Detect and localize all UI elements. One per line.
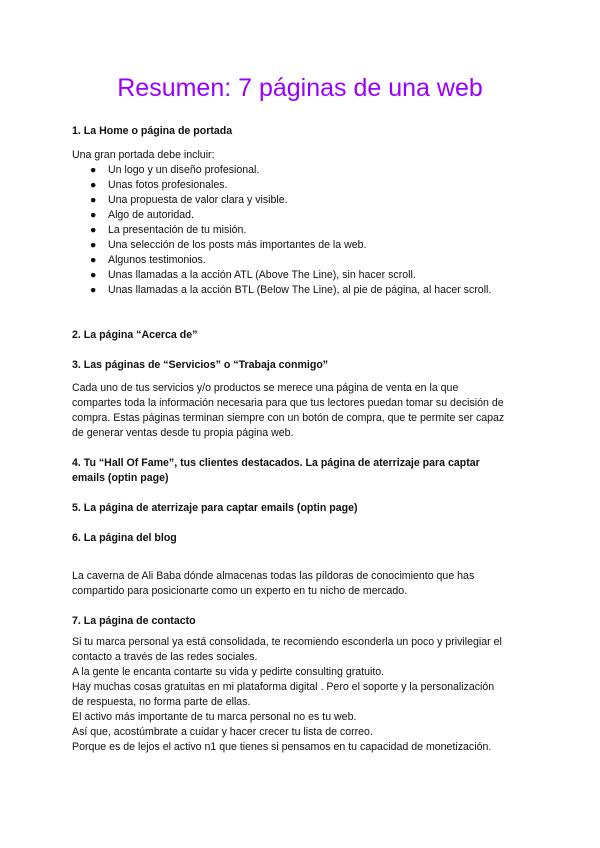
list-item: ● Algo de autoridad. <box>90 209 194 221</box>
list-item: ● Unas llamadas a la acción BTL (Below The Line), al pie de página, al hacer scroll. <box>90 284 492 296</box>
bullet-icon: ● <box>90 254 97 266</box>
section-heading-about: 2. La página “Acerca de” <box>72 329 198 341</box>
list-item: ● Una selección de los posts más importantes de la web. <box>90 239 367 251</box>
contact-text-line: Si tu marca personal ya está consolidada, te recomiendo esconderla un poco y privilegiar el <box>72 636 502 648</box>
services-text-line: de generar ventas desde tu propia página web. <box>72 427 294 439</box>
bullet-icon: ● <box>90 284 97 296</box>
services-text-line: compra. Estas páginas terminan siempre con un botón de compra, que te permite ser capaz <box>72 412 505 424</box>
bullet-icon: ● <box>90 224 97 236</box>
list-item: ● Unas fotos profesionales. <box>90 179 228 191</box>
contact-text-line: Porque es de lejos el activo n1 que tienes si pensamos en tu capacidad de monetización. <box>72 741 492 753</box>
blog-text-line: compartido para posicionarte como un experto en tu nicho de mercado. <box>72 585 408 597</box>
section-heading-blog: 6. La página del blog <box>72 532 177 544</box>
bullet-icon: ● <box>90 239 97 251</box>
home-requirements-list <box>72 163 532 298</box>
document-title: Resumen: 7 páginas de una web <box>117 74 483 102</box>
bullet-icon: ● <box>90 164 97 176</box>
document-body <box>72 124 532 755</box>
contact-text-line: Hay muchas cosas gratuitas en mi plataforma digital . Pero el soporte y la personalización <box>72 681 495 693</box>
section-heading-home: 1. La Home o página de portada <box>72 125 233 137</box>
list-item: ● Unas llamadas a la acción ATL (Above The Line), sin hacer scroll. <box>90 269 416 281</box>
list-item: ● Una propuesta de valor clara y visible. <box>90 194 288 206</box>
section-heading-hall-of-fame-cont: emails (optin page) <box>72 472 169 484</box>
section-heading-optin: 5. La página de aterrizaje para captar emails (optin page) <box>72 502 358 514</box>
bullet-icon: ● <box>90 194 97 206</box>
contact-text-line: El activo más importante de tu marca personal no es tu web. <box>72 711 357 723</box>
contact-text-line: Así que, acostúmbrate a cuidar y hacer crecer tu lista de correo. <box>72 726 373 738</box>
contact-text-line: de respuesta, no forma parte de ellas. <box>72 696 251 708</box>
blog-text-line: La caverna de Ali Baba dónde almacenas todas las píldoras de conocimiento que has <box>72 570 475 582</box>
list-item: ● La presentación de tu misión. <box>90 224 247 236</box>
list-item: ● Un logo y un diseño profesional. <box>90 164 260 176</box>
bullet-icon: ● <box>90 179 97 191</box>
section-heading-services: 3. Las páginas de “Servicios” o “Trabaja conmigo” <box>72 359 329 371</box>
section-heading-hall-of-fame: 4. Tu “Hall Of Fame”, tus clientes destacados. La página de aterrizaje para captar <box>72 457 480 469</box>
section-intro-home: Una gran portada debe incluir: <box>72 149 215 161</box>
services-text-line: compartes toda la información necesaria para que tus lectores puedan tomar su decisión de <box>72 397 504 409</box>
contact-text-line: A la gente le encanta contarte su vida y pedirte consulting gratuito. <box>72 666 385 678</box>
section-heading-contact: 7. La página de contacto <box>72 615 196 627</box>
services-text-line: Cada uno de tus servicios y/o productos se merece una página de venta en la que <box>72 382 459 394</box>
contact-text-line: contacto a través de las redes sociales. <box>72 651 258 663</box>
bullet-icon: ● <box>90 209 97 221</box>
list-item: ● Algunos testimonios. <box>90 254 206 266</box>
bullet-icon: ● <box>90 269 97 281</box>
